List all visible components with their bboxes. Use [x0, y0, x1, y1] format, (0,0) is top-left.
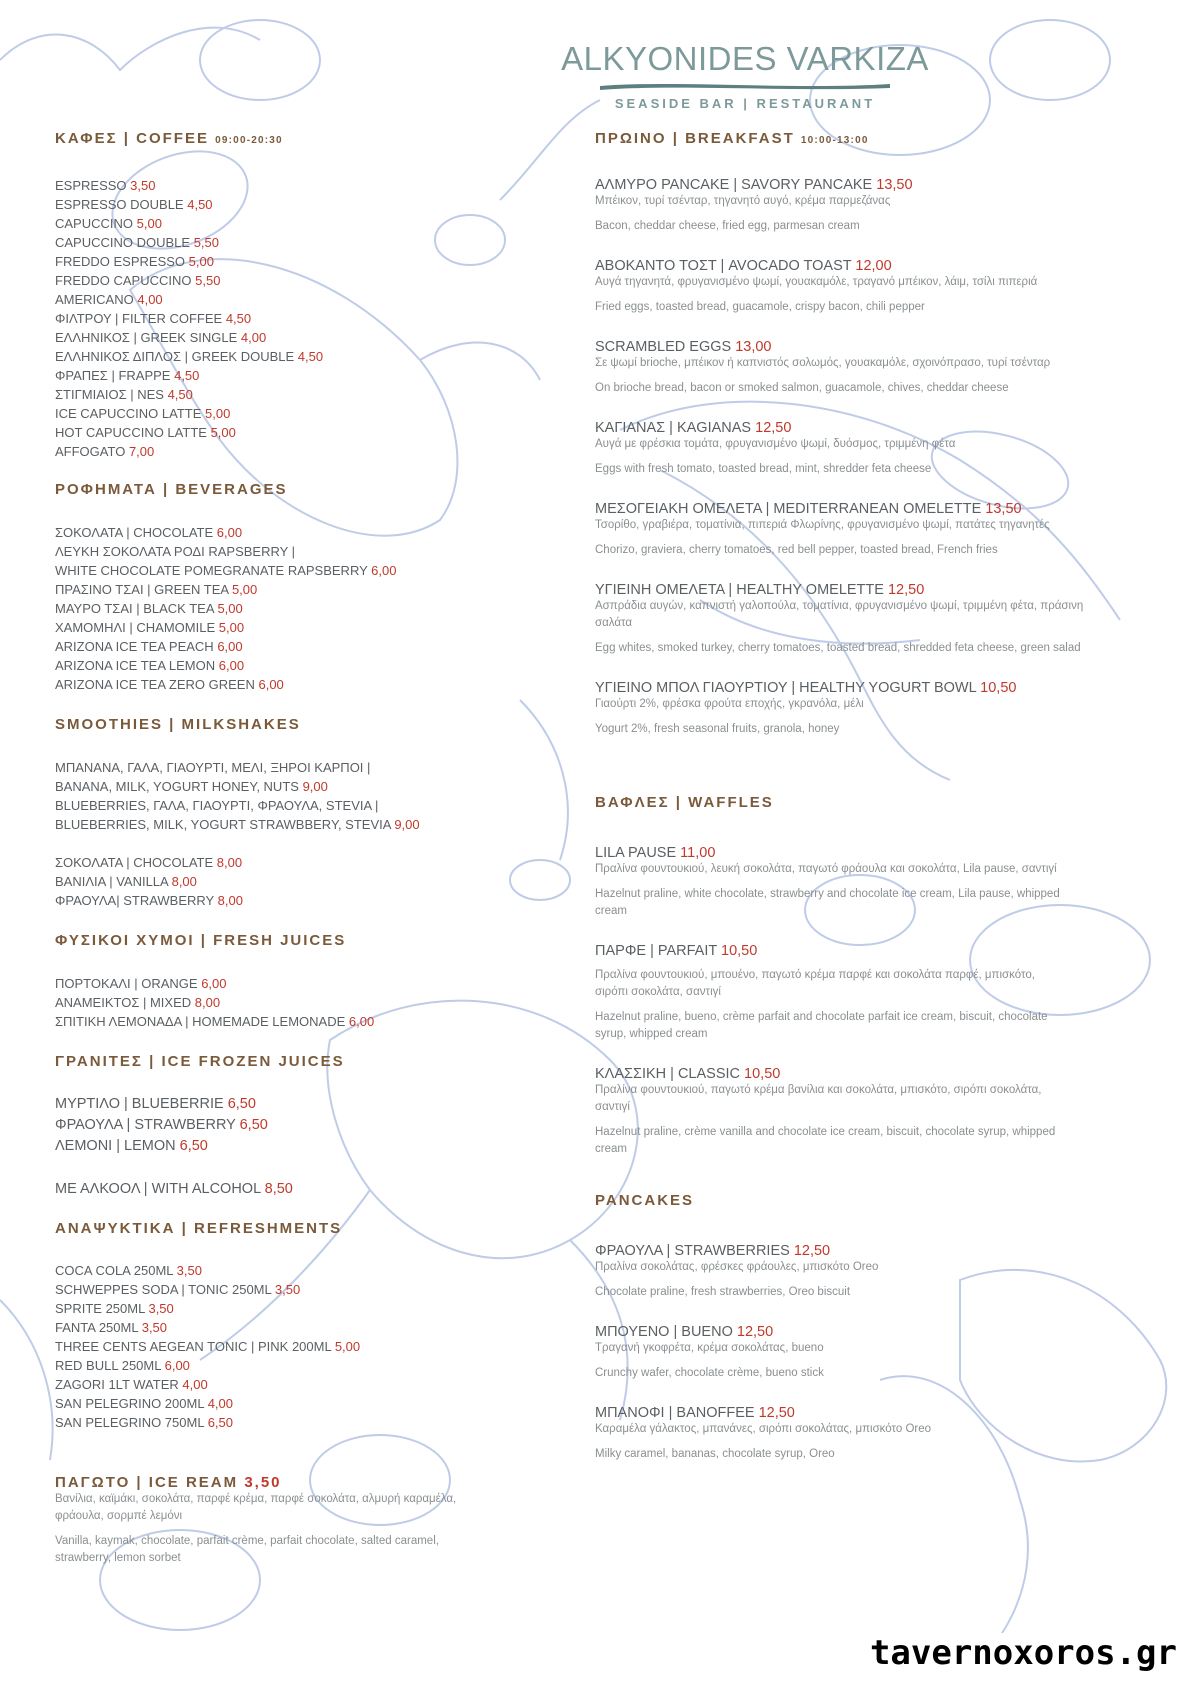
list-item: ARIZONA ICE TEA LEMON 6,00 — [55, 658, 245, 673]
desc-greek: Σε ψωμί brioche, μπέικον ή καπνιστός σολωμός, γουακαμόλε, σχοινόπρασο, τυρί τσένταρ — [595, 357, 1051, 369]
desc-english: Chocolate praline, fresh strawberries, Oreo biscuit — [595, 1286, 851, 1298]
juices-list — [55, 974, 515, 1031]
list-item: ΛΕΥΚΗ ΣΟΚΟΛΑΤΑ ΡΟΔΙ RAPSBERRY | — [55, 544, 296, 559]
desc-greek: Τραγανή γκοφρέτα, κρέμα σοκολάτας, bueno — [595, 1342, 824, 1354]
list-item: CAPUCCINO DOUBLE 5,50 — [55, 235, 220, 250]
menu-item-healthy-omelette — [595, 582, 1120, 657]
price: 4,00 — [137, 292, 163, 307]
section-title-waffles: ΒΑΦΛΕΣ | WAFFLES — [595, 794, 774, 811]
price: 5,00 — [210, 425, 236, 440]
list-item: ΣΠΙΤΙΚΗ ΛΕΜΟΝΑΔΑ | HOMEMADE LEMONADE 6,00 — [55, 1014, 375, 1029]
price: 9,00 — [394, 817, 420, 832]
price: 3,50 — [141, 1320, 168, 1335]
desc-english: Yogurt 2%, fresh seasonal fruits, granola, honey — [595, 723, 840, 735]
list-item: FREDDO CAPUCCINO 5,50 — [55, 273, 221, 288]
coffee-list — [55, 176, 515, 461]
list-item: AMERICANO 4,00 — [55, 292, 163, 307]
list-item: ΛΕΜΟΝΙ | LEMON 6,50 — [55, 1138, 208, 1154]
menu-item-kagianas — [595, 420, 1120, 478]
list-item: ΒΑΝΙΛΙΑ | VANILLA 8,00 — [55, 874, 197, 889]
section-title-juices: ΦΥΣΙΚΟΙ ΧΥΜΟΙ | FRESH JUICES — [55, 932, 347, 949]
item-name: SCRAMBLED EGGS 13,00 — [595, 339, 772, 355]
item-name: ΜΠΟΥΕΝΟ | BUENO 12,50 — [595, 1324, 774, 1340]
price: 8,00 — [217, 893, 243, 908]
price: 13,50 — [876, 177, 913, 193]
price: 12,50 — [736, 1324, 774, 1340]
granites-list — [55, 1094, 515, 1157]
price: 5,00 — [218, 620, 245, 635]
price: 12,00 — [855, 258, 892, 274]
price: 3,50 — [244, 1474, 282, 1491]
price: 12,50 — [793, 1243, 831, 1259]
item-name: ΚΑΓΙΑΝΑΣ | KAGIANAS 12,50 — [595, 420, 792, 436]
desc-english: On brioche bread, bacon or smoked salmon, guacamole, chives, cheddar cheese — [595, 382, 1009, 394]
list-item: SPRITE 250ML 3,50 — [55, 1301, 174, 1316]
price: 4,50 — [187, 197, 213, 212]
list-item: ΜΑΥΡΟ ΤΣΑΙ | BLACK TEA 5,00 — [55, 601, 243, 616]
desc-greek: Ασπράδια αυγών, καπνιστή γαλοπούλα, τοματίνια, φρυγανισμένο ψωμί, τριμμένη φέτα, πράσινη σαλάτα — [595, 600, 1084, 629]
price: 5,00 — [136, 216, 162, 231]
beverages-list — [55, 523, 515, 694]
menu-item-mediterranean-omelette — [595, 501, 1120, 559]
desc-greek: Πραλίνα φουντουκιού, λευκή σοκολάτα, παγωτό φράουλα και σοκολάτα, Lila pause, σαντιγί — [595, 863, 1057, 875]
menu-item-lila-pause — [595, 845, 1120, 920]
menu-item-scrambled-eggs — [595, 339, 1120, 397]
list-item: ΦΡΑΟΥΛΑ| STRAWBERRY 8,00 — [55, 893, 243, 908]
list-item: ΕΛΛΗΝΙΚΟΣ ΔΙΠΛΟΣ | GREEK DOUBLE 4,50 — [55, 349, 324, 364]
price: 4,00 — [207, 1396, 234, 1411]
section-title-pancakes: PANCAKES — [595, 1192, 695, 1209]
price: 12,50 — [758, 1405, 795, 1421]
price: 6,00 — [164, 1358, 190, 1373]
desc-english: Bacon, cheddar cheese, fried egg, parmesan cream — [595, 220, 860, 232]
price: 6,00 — [258, 677, 284, 692]
section-title-coffee: ΚΑΦΕΣ | COFFEE 09:00-20:30 — [55, 130, 283, 147]
section-title-icecream: ΠΑΓΩΤΟ | ICE REAM 3,50 — [55, 1474, 282, 1491]
list-item: ΣΟΚΟΛΑΤΑ | CHOCOLATE 6,00 — [55, 525, 243, 540]
menu-item-strawberries-pancake — [595, 1243, 1120, 1301]
desc-greek: Αυγά τηγανητά, φρυγανισμένο ψωμί, γουακαμόλε, τραγανό μπέικον, λάιμ, τσίλι πιπεριά — [595, 276, 1038, 288]
price: 6,00 — [218, 658, 245, 673]
list-item: WHITE CHOCOLATE POMEGRANATE RAPSBERRY 6,00 — [55, 563, 397, 578]
list-item: ARIZONA ICE TEA ZERO GREEN 6,00 — [55, 677, 284, 692]
price: 4,50 — [297, 349, 324, 364]
price: 8,00 — [171, 874, 197, 889]
brand-tagline: SEASIDE BAR | RESTAURANT — [614, 96, 876, 111]
price: 13,00 — [735, 339, 772, 355]
desc-english: Crunchy wafer, chocolate crème, bueno stick — [595, 1367, 824, 1379]
item-name: LILA PAUSE 11,00 — [595, 845, 716, 861]
price: 6,00 — [217, 639, 243, 654]
list-item: AFFOGATO 7,00 — [55, 444, 155, 459]
list-item: ICE CAPUCCINO LATTE 5,00 — [55, 406, 231, 421]
price: 8,00 — [216, 855, 243, 870]
item-name: ΑΛΜΥΡΟ PANCAKE | SAVORY PANCAKE 13,50 — [595, 177, 913, 193]
desc-greek: Αυγά με φρέσκια τομάτα, φρυγανισμένο ψωμί, δυόσμος, τριμμένη φέτα — [595, 438, 956, 450]
list-item: ΦΡΑΟΥΛΑ | STRAWBERRY 6,50 — [55, 1117, 268, 1133]
section-title-breakfast: ΠΡΩΙΝΟ | BREAKFAST 10:00-13:00 — [595, 130, 869, 147]
desc-english: Milky caramel, bananas, chocolate syrup, Oreo — [595, 1448, 835, 1460]
price: 6,00 — [371, 563, 397, 578]
price: 4,50 — [225, 311, 252, 326]
list-item: ΜΠΑΝΑΝΑ, ΓΑΛΑ, ΓΙΑΟΥΡΤΙ, ΜΕΛΙ, ΞΗΡΟΙ ΚΑΡΠΟΙ | — [55, 760, 371, 775]
list-item: ΠΡΑΣΙΝΟ ΤΣΑΙ | GREEN TEA 5,00 — [55, 582, 258, 597]
list-item: ΣΤΙΓΜΙΑΙΟΣ | NES 4,50 — [55, 387, 193, 402]
list-item: SCHWEPPES SODA | TONIC 250ML 3,50 — [55, 1282, 301, 1297]
price: 6,00 — [348, 1014, 375, 1029]
brand-name: ALKYONIDES VARKIZA — [561, 40, 929, 77]
coffee-hours: 09:00-20:30 — [215, 135, 283, 146]
section-title-refreshments: ΑΝΑΨΥΚΤΙΚΑ | REFRESHMENTS — [55, 1220, 343, 1237]
price: 5,00 — [334, 1339, 361, 1354]
price: 4,00 — [182, 1377, 208, 1392]
list-item: RED BULL 250ML 6,00 — [55, 1358, 190, 1373]
list-item: FREDDO ESPRESSO 5,00 — [55, 254, 214, 269]
price: 7,00 — [128, 444, 155, 459]
right-column — [595, 130, 1120, 1463]
price: 4,00 — [240, 330, 267, 345]
price: 3,50 — [130, 178, 156, 193]
price: 6,50 — [179, 1138, 208, 1154]
price: 6,50 — [207, 1415, 233, 1430]
list-item: ESPRESSO DOUBLE 4,50 — [55, 197, 213, 212]
icecream-desc-english: Vanilla, kaymak, chocolate, parfait crème, parfait chocolate, salted caramel, strawberry, lemon sorbet — [55, 1535, 439, 1564]
price: 8,50 — [264, 1181, 293, 1197]
list-item: ΧΑΜΟΜΗΛΙ | CHAMOMILE 5,00 — [55, 620, 245, 635]
price: 5,00 — [205, 406, 231, 421]
icecream-desc-greek: Βανίλια, καϊμάκι, σοκολάτα, παρφέ κρέμα, παρφέ σοκολάτα, αλμυρή καραμέλα, φράουλα, σορμπέ λεμόνι — [55, 1493, 457, 1522]
list-item: HOT CAPUCCINO LATTE 5,00 — [55, 425, 236, 440]
price: 5,50 — [193, 235, 220, 250]
breakfast-hours: 10:00-13:00 — [800, 135, 869, 146]
item-name: ΚΛΑΣΣΙΚΗ | CLASSIC 10,50 — [595, 1066, 781, 1082]
desc-english: Fried eggs, toasted bread, guacamole, crispy bacon, chili pepper — [595, 301, 925, 313]
price: 10,50 — [744, 1066, 781, 1082]
desc-greek: Γιαούρτι 2%, φρέσκα φρούτα εποχής, γκρανόλα, μέλι — [595, 698, 864, 710]
section-title-smoothies: SMOOTHIES | MILKSHAKES — [55, 716, 301, 733]
item-name: ΥΓΙΕΙΝΟ ΜΠΟΛ ΓΙΑΟΥΡΤΙΟΥ | HEALTHY YOGURT BOWL 10,50 — [595, 680, 1017, 696]
list-item: ΦΡΑΠΕΣ | FRAPPE 4,50 — [55, 368, 200, 383]
list-item: BLUEBERRIES, ΓΑΛΑ, ΓΙΑΟΥΡΤΙ, ΦΡΑΟΥΛΑ, STEVIA | — [55, 798, 379, 813]
list-item: BANANA, MILK, YOGURT HONEY, NUTS 9,00 — [55, 779, 328, 794]
price: 5,00 — [188, 254, 214, 269]
price: 5,00 — [217, 601, 243, 616]
price: 9,00 — [302, 779, 328, 794]
item-name: ΜΠΑΝΟΦΙ | BANOFFEE 12,50 — [595, 1405, 795, 1421]
price: 3,50 — [274, 1282, 301, 1297]
left-column — [55, 130, 515, 1567]
price: 12,50 — [755, 420, 792, 436]
price: 10,50 — [721, 943, 758, 959]
watermark: tavernoxoros.gr — [866, 1633, 1181, 1673]
section-title-beverages: ΡΟΦΗΜΑΤΑ | BEVERAGES — [55, 481, 288, 498]
list-item: ΣΟΚΟΛΑΤΑ | CHOCOLATE 8,00 — [55, 855, 243, 870]
menu-item-banoffee-pancake — [595, 1405, 1120, 1463]
price: 6,00 — [201, 976, 227, 991]
list-item: SAN PELEGRINO 750ML 6,50 — [55, 1415, 233, 1430]
section-title-granites: ΓΡΑΝΙΤΕΣ | ICE FROZEN JUICES — [55, 1053, 345, 1070]
desc-greek: Πραλίνα σοκολάτας, φρέσκες φράουλες, μπισκότο Oreo — [595, 1261, 879, 1273]
milkshakes-list — [55, 853, 515, 910]
price: 12,50 — [887, 582, 925, 598]
price: 13,50 — [985, 501, 1022, 517]
menu-item-savory-pancake — [595, 177, 1120, 235]
desc-greek: Καραμέλα γάλακτος, μπανάνες, σιρόπι σοκολάτας, μπισκότο Oreo — [595, 1423, 932, 1435]
smoothies-list — [55, 758, 515, 834]
price: 6,50 — [239, 1117, 268, 1133]
desc-greek: Πραλίνα φουντουκιού, παγωτό κρέμα βανίλια και σοκολάτα, μπισκότο, σιρόπι σοκολάτα, σαντιγί — [595, 1084, 1042, 1113]
with-alcohol-item: ΜΕ ΑΛΚΟΟΛ | WITH ALCOHOL 8,50 — [55, 1181, 293, 1197]
desc-english: Hazelnut praline, bueno, crème parfait and chocolate parfait ice cream, biscuit, chocolate syrup, whipped cream — [595, 1011, 1048, 1040]
desc-greek: Πραλίνα φουντουκιού, μπουένο, παγωτό κρέμα παρφέ και σοκολάτα παρφέ, μπισκότο, σιρόπι σοκολάτα, σαντιγί — [595, 969, 1035, 998]
list-item: CAPUCCINO 5,00 — [55, 216, 162, 231]
desc-english: Eggs with fresh tomato, toasted bread, mint, shredder feta cheese — [595, 463, 932, 475]
desc-english: Chorizo, graviera, cherry tomatoes, red bell pepper, toasted bread, French fries — [595, 544, 998, 556]
price: 5,00 — [231, 582, 258, 597]
menu-item-avocado-toast — [595, 258, 1120, 316]
price: 3,50 — [148, 1301, 174, 1316]
price: 11,00 — [680, 845, 716, 861]
price: 10,50 — [980, 680, 1017, 696]
desc-english: Hazelnut praline, crème vanilla and chocolate ice cream, biscuit, chocolate syrup, whipped cream — [595, 1126, 1056, 1155]
price: 3,50 — [176, 1263, 202, 1278]
list-item: ESPRESSO 3,50 — [55, 178, 156, 193]
price: 5,50 — [195, 273, 221, 288]
desc-greek: Μπέικον, τυρί τσένταρ, τηγανητό αυγό, κρέμα παρμεζάνας — [595, 195, 891, 207]
menu-item-classic — [595, 1066, 1120, 1158]
list-item: ΦΙΛΤΡΟΥ | FILTER COFFEE 4,50 — [55, 311, 252, 326]
list-item: FANTA 250ML 3,50 — [55, 1320, 168, 1335]
item-name: ΠΑΡΦΕ | PARFAIT 10,50 — [595, 943, 758, 959]
refreshments-list — [55, 1261, 515, 1432]
menu-item-bueno-pancake — [595, 1324, 1120, 1382]
desc-english: Egg whites, smoked turkey, cherry tomatoes, toasted bread, shredded feta cheese, green salad — [595, 642, 1081, 654]
item-name: ΑΒΟΚΑΝΤΟ ΤΟΣΤ | AVOCADO TOAST 12,00 — [595, 258, 892, 274]
list-item: ΠΟΡΤΟΚΑΛΙ | ORANGE 6,00 — [55, 976, 227, 991]
brand-header — [560, 40, 930, 111]
list-item: BLUEBERRIES, MILK, YOGURT STRAWBBERY, STEVIA 9,00 — [55, 817, 420, 832]
list-item: ZAGORI 1LT WATER 4,00 — [55, 1377, 208, 1392]
list-item: ΑΝΑΜΕΙΚΤΟΣ | MIXED 8,00 — [55, 995, 221, 1010]
price: 4,50 — [174, 368, 200, 383]
item-name: ΦΡΑΟΥΛΑ | STRAWBERRIES 12,50 — [595, 1243, 831, 1259]
list-item: ARIZONA ICE TEA PEACH 6,00 — [55, 639, 243, 654]
list-item: THREE CENTS AEGEAN TONIC | PINK 200ML 5,00 — [55, 1339, 361, 1354]
list-item: SAN PELEGRINO 200ML 4,00 — [55, 1396, 234, 1411]
list-item: ΕΛΛΗΝΙΚΟΣ | GREEK SINGLE 4,00 — [55, 330, 267, 345]
brush-stroke-underline — [595, 78, 895, 92]
menu-item-healthy-yogurt-bowl — [595, 680, 1120, 738]
list-item: ΜΥΡΤΙΛΟ | BLUEBERRIE 6,50 — [55, 1096, 256, 1112]
list-item: COCA COLA 250ML 3,50 — [55, 1263, 202, 1278]
desc-english: Hazelnut praline, white chocolate, strawberry and chocolate ice cream, Lila pause, whipped cream — [595, 888, 1060, 917]
item-name: ΜΕΣΟΓΕΙΑΚΗ ΟΜΕΛΕΤΑ | MEDITERRANEAN OMELETTE 13,50 — [595, 501, 1022, 517]
price: 4,50 — [167, 387, 193, 402]
desc-greek: Τσορίθο, γραβιέρα, τοματίνια, πιπεριά Φλωρίνης, φρυγανισμένο ψωμί, πατάτες τηγανητές — [595, 519, 1050, 531]
item-name: ΥΓΙΕΙΝΗ ΟΜΕΛΕΤΑ | HEALTHY OMELETTE 12,50 — [595, 582, 925, 598]
menu-item-parfait — [595, 943, 1120, 1043]
price: 6,50 — [227, 1096, 256, 1112]
price: 6,00 — [216, 525, 243, 540]
price: 8,00 — [194, 995, 221, 1010]
